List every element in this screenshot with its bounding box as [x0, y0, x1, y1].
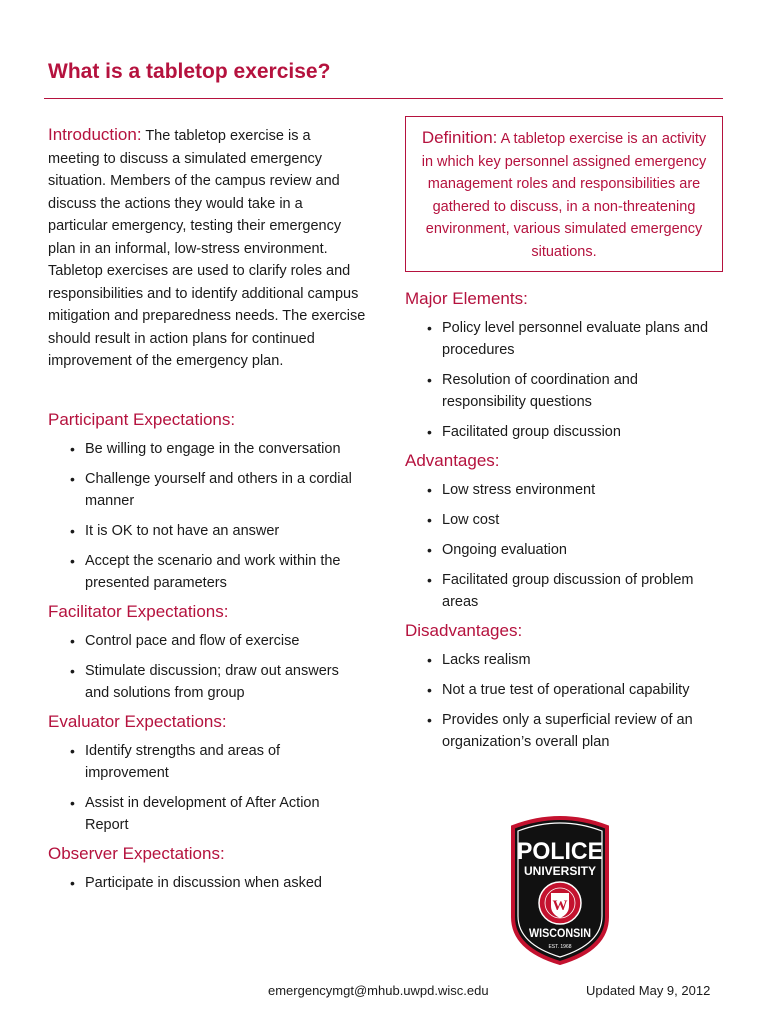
evaluator-expectations-list: [48, 740, 366, 836]
list-item: • Participate in discussion when asked: [48, 872, 366, 894]
major-elements-list: [405, 317, 723, 443]
facilitator-expectations-section: [48, 602, 366, 704]
badge-est-text: EST. 1968: [548, 944, 572, 950]
observer-expectations-list: [48, 872, 366, 894]
list-item: • Policy level personnel evaluate plans and procedures: [405, 317, 723, 361]
introduction-paragraph: [48, 124, 366, 373]
badge-police-text: POLICE: [517, 838, 603, 865]
disadvantages-heading: Disadvantages:: [405, 621, 523, 640]
list-item: • Resolution of coordination and responsibility questions: [405, 369, 723, 413]
list-item: • Accept the scenario and work within the presented parameters: [48, 550, 366, 594]
introduction-heading: Introduction:: [48, 125, 142, 144]
list-item: • It is OK to not have an answer: [48, 520, 366, 542]
participant-expectations-section: [48, 410, 366, 594]
participant-expectations-heading: Participant Expectations:: [48, 409, 236, 429]
advantages-list: [405, 479, 723, 613]
definition-paragraph: [416, 127, 712, 263]
list-item: • Stimulate discussion; draw out answers and solutions from group: [48, 660, 366, 704]
badge-wisconsin-text: WISCONSIN: [529, 926, 591, 940]
footer-updated-date: Updated May 9, 2012: [586, 983, 711, 998]
evaluator-expectations-section: [48, 712, 366, 836]
participant-expectations-list: [48, 438, 366, 594]
major-elements-section: [405, 289, 723, 443]
list-item: • Facilitated group discussion: [405, 421, 723, 443]
advantages-heading: Advantages:: [405, 451, 500, 470]
left-column: [48, 124, 366, 902]
facilitator-expectations-list: [48, 630, 366, 704]
list-item: • Low stress environment: [405, 479, 723, 501]
definition-text: A tabletop exercise is an activity in which key personnel assigned emergency management roles and responsibilities are gathered to discuss, in a non-threatening environment, various simulated emergency situations.: [421, 131, 707, 260]
list-item: • Facilitated group discussion of problem areas: [405, 569, 723, 613]
definition-box: [405, 116, 723, 272]
right-column: [405, 116, 723, 761]
list-item: • Control pace and flow of exercise: [48, 630, 366, 652]
title-divider: [44, 98, 723, 99]
definition-heading: Definition:: [421, 128, 498, 147]
introduction-text: The tabletop exercise is a meeting to discuss a simulated emergency situation. Members of the campus review and discuss the actions they would take in a particular emergency, testing their emergency plan in an informal, low-stress environment. Tabletop exercises are used to clarify roles and responsibilities and to identify additional campus mitigation and preparedness needs. The exercise should result in action plans for continued improvement of the emergency plan.: [48, 128, 366, 369]
list-item: • Ongoing evaluation: [405, 539, 723, 561]
disadvantages-list: [405, 649, 723, 753]
disadvantages-section: [405, 621, 723, 753]
badge-crest-letter: W: [552, 898, 568, 914]
evaluator-expectations-heading: Evaluator Expectations:: [48, 711, 227, 731]
list-item: • Low cost: [405, 509, 723, 531]
major-elements-heading: Major Elements:: [405, 289, 528, 308]
facilitator-expectations-heading: Facilitator Expectations:: [48, 601, 229, 621]
police-badge-icon: [507, 813, 613, 965]
list-item: • Challenge yourself and others in a cordial manner: [48, 468, 366, 512]
list-item: • Be willing to engage in the conversation: [48, 438, 366, 460]
observer-expectations-section: [48, 844, 366, 894]
list-item: • Provides only a superficial review of an organization’s overall plan: [405, 709, 723, 753]
badge-university-text: UNIVERSITY: [524, 864, 596, 878]
list-item: • Assist in development of After Action Report: [48, 792, 366, 836]
list-item: • Lacks realism: [405, 649, 723, 671]
list-item: • Identify strengths and areas of improvement: [48, 740, 366, 784]
advantages-section: [405, 451, 723, 613]
observer-expectations-heading: Observer Expectations:: [48, 843, 225, 863]
list-item: • Not a true test of operational capability: [405, 679, 723, 701]
footer-email: emergencymgt@mhub.uwpd.wisc.edu: [268, 983, 489, 998]
page-title: What is a tabletop exercise?: [48, 60, 331, 83]
